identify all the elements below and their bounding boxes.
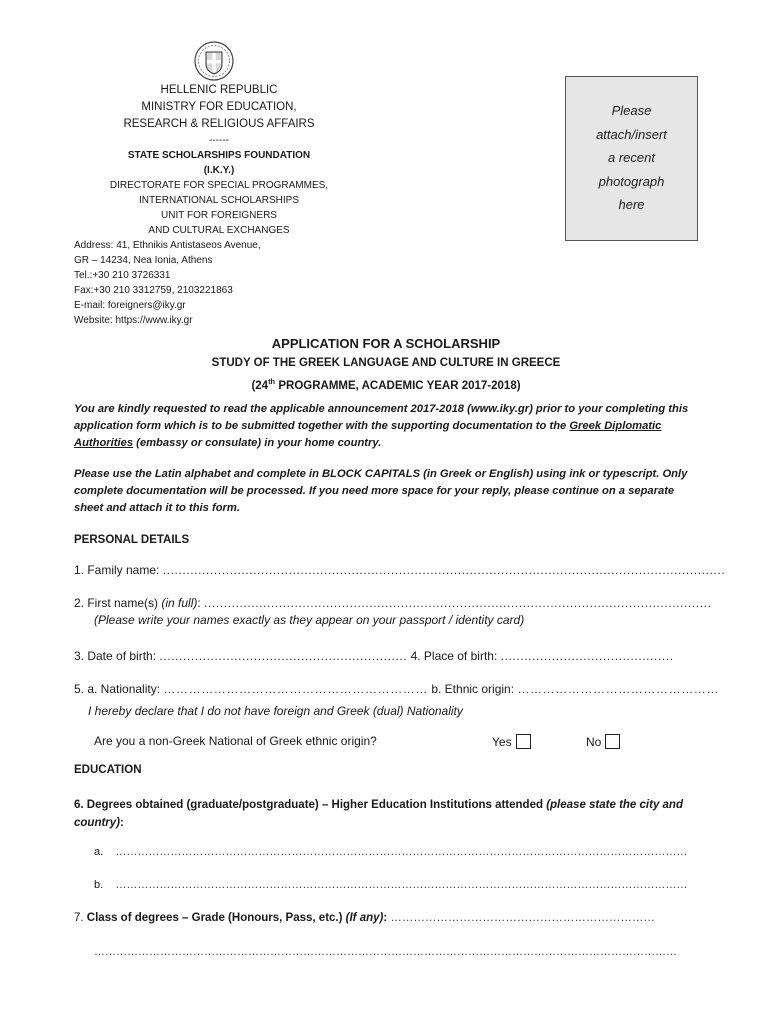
photo-text-line: photograph	[598, 173, 665, 189]
foundation-name: STATE SCHOLARSHIPS FOUNDATION	[127, 150, 311, 161]
nationality-label: 5. a. Nationality:	[74, 682, 164, 696]
family-name-label: 1. Family name:	[74, 563, 163, 577]
q7-qualifier: (If any)	[345, 912, 384, 924]
ministry-line-1: MINISTRY FOR EDUCATION,	[141, 101, 297, 113]
no-checkbox[interactable]	[605, 734, 620, 749]
programme-ordinal: th	[268, 377, 276, 386]
first-name-blank[interactable]: .................................................................................................................................	[204, 596, 712, 610]
republic-name: HELLENIC REPUBLIC	[160, 84, 278, 96]
photo-text-line: here	[618, 197, 645, 212]
no-option[interactable]	[586, 734, 620, 749]
date-of-birth-blank[interactable]: ...............................................................	[159, 649, 408, 663]
diplomatic-authorities-text: Greek Diplomatic Authorities	[74, 420, 662, 449]
photo-text-line: a recent	[608, 150, 655, 165]
directorate-line-3: UNIT FOR FOREIGNERS	[161, 210, 277, 221]
degrees-question	[74, 796, 702, 832]
directorate-line-1: DIRECTORATE FOR SPECIAL PROGRAMMES,	[109, 180, 329, 191]
no-label: No	[586, 735, 602, 749]
title-programme	[74, 372, 698, 396]
website: Website: https://www.iky.gr	[74, 315, 193, 326]
directorate-line-2: INTERNATIONAL SCHOLARSHIPS	[138, 195, 300, 206]
personal-details-heading: PERSONAL DETAILS	[74, 534, 190, 546]
degree-a-field[interactable]	[94, 846, 687, 858]
first-name-qualifier: (in full)	[161, 596, 198, 610]
title-main: APPLICATION FOR A SCHOLARSHIP	[271, 336, 501, 351]
q7-colon: :	[383, 912, 388, 924]
ethnic-origin-question: Are you a non-Greek National of Greek ethnic origin?	[94, 734, 377, 748]
first-name-colon: :	[197, 596, 205, 610]
q7-number: 7.	[74, 912, 87, 924]
family-name-field[interactable]	[74, 563, 725, 577]
birth-row[interactable]	[74, 649, 674, 663]
degree-class-blank[interactable]: ……………………………………………………………	[387, 912, 655, 924]
address-line-1: Address: 41, Ethnikis Antistaseos Avenue,	[74, 240, 261, 251]
telephone: Tel.:+30 210 3726331	[74, 270, 171, 281]
issuer-header	[74, 82, 364, 328]
degree-a-blank[interactable]: …………………………………………………………………………………………………………………………………………	[115, 846, 688, 858]
q6-colon: :	[120, 817, 124, 829]
programme-year: PROGRAMME, ACADEMIC YEAR 2017-2018)	[275, 379, 521, 392]
foundation-abbr: (I.K.Y.)	[203, 165, 235, 176]
ministry-line-2: RESEARCH & RELIGIOUS AFFAIRS	[123, 118, 315, 130]
date-of-birth-label: 3. Date of birth:	[74, 649, 160, 663]
place-of-birth-label: 4. Place of birth:	[407, 649, 501, 663]
address-line-2: GR – 14234, Nea Ionia, Athens	[74, 255, 213, 266]
q6-qualifier: (please state the city and country)	[74, 799, 683, 829]
degree-b-field[interactable]	[94, 879, 687, 891]
intro-text-end: (embassy or consulate) in your home country.	[133, 437, 382, 449]
nationality-blank[interactable]: ………………………………………………………	[163, 682, 428, 696]
yes-checkbox[interactable]	[516, 734, 531, 749]
degree-b-blank[interactable]: …………………………………………………………………………………………………………………………………………	[115, 879, 688, 891]
q7-text: Class of degrees – Grade (Honours, Pass, etc.)	[86, 912, 346, 924]
programme-number: (24	[251, 379, 269, 392]
greek-emblem-icon	[193, 40, 235, 82]
family-name-blank[interactable]: ...............................................................................................................................................	[162, 563, 726, 577]
place-of-birth-blank[interactable]: ............................................	[500, 649, 674, 663]
photo-text-line: Please	[611, 103, 652, 118]
degree-class-continuation-blank[interactable]: ……………………………………………………………………………………………………………………………………………	[94, 946, 677, 958]
education-heading: EDUCATION	[74, 764, 142, 776]
photo-text-line: attach/insert	[596, 126, 667, 142]
q6-text: Degrees obtained (graduate/postgraduate) – Higher Education Institutions attended	[83, 799, 547, 811]
q6-number: 6.	[74, 799, 84, 811]
intro-paragraph-1	[74, 401, 702, 452]
nationality-row[interactable]	[74, 682, 719, 696]
title-sub: STUDY OF THE GREEK LANGUAGE AND CULTURE IN GREECE	[211, 357, 561, 369]
degree-b-label: b.	[94, 879, 104, 891]
ethnic-origin-label: b. Ethnic origin:	[428, 682, 518, 696]
directorate-line-4: AND CULTURAL EXCHANGES	[148, 225, 290, 236]
dual-nationality-declaration: I hereby declare that I do not have foreign and Greek (dual) Nationality	[88, 704, 463, 718]
photo-placeholder-box[interactable]	[565, 76, 698, 241]
intro-paragraph-2: Please use the Latin alphabet and complete in BLOCK CAPITALS (in Greek or English) using ink or typescript. Only complete documentation will be processed. If you need more space for your reply, please continue on a separate sheet and attach it to this form.	[74, 468, 688, 514]
intro-text: You are kindly requested to read the applicable announcement 2017-2018 (www.iky.gr) prior to your completing this application form which is to be submitted together with the supporting documentation to the	[74, 403, 689, 432]
separator: ------	[209, 135, 229, 146]
first-name-label: 2. First name(s)	[74, 596, 162, 610]
first-name-field[interactable]	[74, 596, 712, 610]
degree-class-continuation[interactable]	[94, 946, 677, 958]
form-title	[74, 334, 698, 396]
degree-a-label: a.	[94, 846, 104, 858]
yes-option[interactable]	[492, 734, 531, 749]
fax: Fax:+30 210 3312759, 2103221863	[74, 285, 233, 296]
yes-label: Yes	[492, 735, 512, 749]
name-note: (Please write your names exactly as they appear on your passport / identity card)	[94, 613, 525, 627]
ethnic-origin-blank[interactable]: …………………………………………	[517, 682, 719, 696]
degree-class-field[interactable]	[74, 912, 655, 924]
email: E-mail: foreigners@iky.gr	[74, 300, 186, 311]
